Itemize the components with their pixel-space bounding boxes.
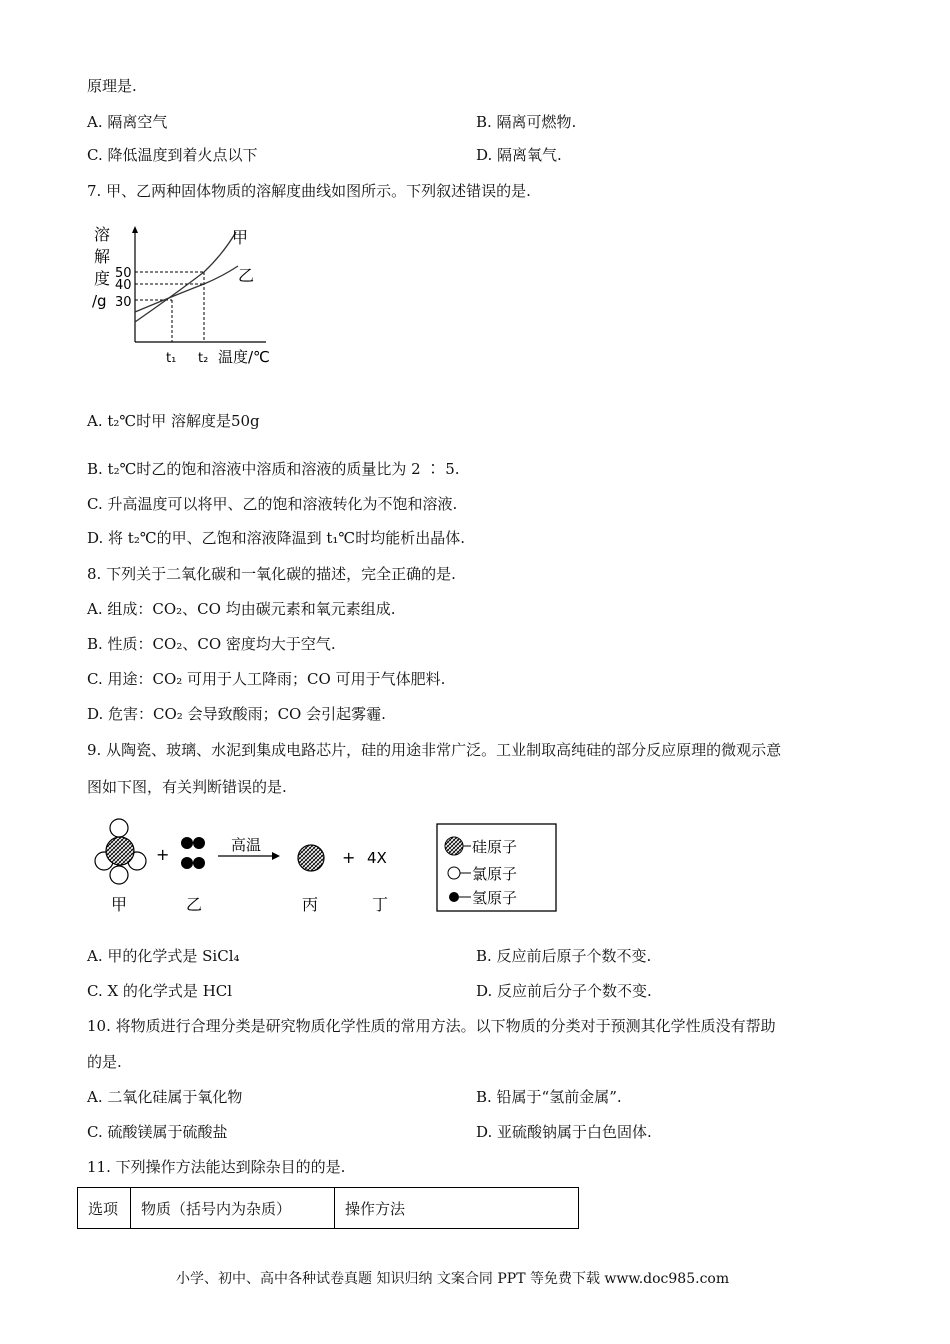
plus-sign-1: + xyxy=(156,845,170,864)
series-label-jia: 甲 xyxy=(232,228,249,247)
series-label-yi: 乙 xyxy=(238,266,255,285)
legend-h-icon xyxy=(449,892,459,902)
label-jia: 甲 xyxy=(111,895,128,914)
q7-option-a: A. t₂℃时甲 溶解度是50g xyxy=(87,412,260,430)
legend-cl-icon xyxy=(448,867,460,879)
plus-sign-2: + xyxy=(342,848,356,867)
q10-option-d: D. 亚硫酸钠属于白色固体. xyxy=(476,1123,652,1141)
q6-option-b: B. 隔离可燃物. xyxy=(476,113,577,131)
q11-stem: 11. 下列操作方法能达到除杂目的的是. xyxy=(87,1158,346,1176)
legend-h: 氢原子 xyxy=(472,889,518,907)
molecule-yi xyxy=(181,837,205,869)
molecule-bing xyxy=(298,845,324,871)
legend-si: 硅原子 xyxy=(472,838,518,856)
q7-option-c: C. 升高温度可以将甲、乙的饱和溶液转化为不饱和溶液. xyxy=(87,495,458,513)
q6-option-d: D. 隔离氧气. xyxy=(476,146,562,164)
q9-stem-line2: 图如下图，有关判断错误的是. xyxy=(87,778,287,796)
label-bing: 丙 xyxy=(302,895,319,914)
intro-text: 原理是. xyxy=(87,77,137,95)
y-label-2: 解 xyxy=(94,247,111,266)
q10-option-b: B. 铅属于“氢前金属”. xyxy=(476,1088,622,1106)
q11-table xyxy=(77,1187,579,1229)
q10-stem-line1: 10. 将物质进行合理分类是研究物质化学性质的常用方法。以下物质的分类对于预测其化学性质没有帮助 xyxy=(87,1017,776,1035)
label-yi: 乙 xyxy=(186,895,203,914)
q7-stem: 7. 甲、乙两种固体物质的溶解度曲线如图所示。下列叙述错误的是. xyxy=(87,182,531,200)
x-label: 温度/℃ xyxy=(218,348,270,366)
y-tick-40: 40 xyxy=(115,278,132,293)
page-footer: 小学、初中、高中各种试卷真题 知识归纳 文案合同 PPT 等免费下载 www.doc985.com xyxy=(176,1271,730,1287)
curve-yi xyxy=(135,266,238,312)
y-label-1: 溶 xyxy=(94,225,111,244)
x-tick-t2: t₂ xyxy=(198,351,209,366)
product-4x: 4X xyxy=(367,849,387,867)
x-tick-t1: t₁ xyxy=(166,351,177,366)
q6-option-a: A. 隔离空气 xyxy=(87,113,168,131)
q10-stem-line2: 的是. xyxy=(87,1053,122,1071)
table-header-row xyxy=(78,1188,579,1229)
q9-option-b: B. 反应前后原子个数不变. xyxy=(476,947,652,965)
q8-stem: 8. 下列关于二氧化碳和一氧化碳的描述，完全正确的是. xyxy=(87,565,456,583)
q8-option-d: D. 危害：CO₂ 会导致酸雨；CO 会引起雾霾. xyxy=(87,705,386,723)
legend-si-icon xyxy=(445,837,463,855)
y-tick-50: 50 xyxy=(115,266,132,281)
q6-option-c: C. 降低温度到着火点以下 xyxy=(87,146,258,164)
y-label-3: 度 xyxy=(94,269,111,288)
header-option: 选项 xyxy=(78,1188,131,1229)
q9-stem-line1: 9. 从陶瓷、玻璃、水泥到集成电路芯片，硅的用途非常广泛。工业制取高纯硅的部分反应原理的微观示意 xyxy=(87,741,782,759)
q9-option-d: D. 反应前后分子个数不变. xyxy=(476,982,652,1000)
q10-option-c: C. 硫酸镁属于硫酸盐 xyxy=(87,1123,228,1141)
solubility-graph xyxy=(88,222,298,372)
q10-option-a: A. 二氧化硅属于氧化物 xyxy=(87,1088,243,1106)
q7-option-b: B. t₂℃时乙的饱和溶液中溶质和溶液的质量比为 2 ∶ 5. xyxy=(87,460,460,478)
y-label-4: /g xyxy=(92,292,107,310)
q7-option-d: D. 将 t₂℃的甲、乙饱和溶液降温到 t₁℃时均能析出晶体. xyxy=(87,529,465,547)
q9-option-a: A. 甲的化学式是 SiCl₄ xyxy=(87,947,240,965)
reaction-condition: 高温 xyxy=(231,836,262,854)
header-substance: 物质（括号内为杂质） xyxy=(131,1188,335,1229)
molecule-jia xyxy=(95,819,146,884)
header-method: 操作方法 xyxy=(335,1188,579,1229)
q8-option-a: A. 组成：CO₂、CO 均由碳元素和氧元素组成. xyxy=(87,600,396,618)
y-axis-arrow xyxy=(132,226,138,233)
label-ding: 丁 xyxy=(372,895,389,914)
curve-jia xyxy=(135,232,236,322)
reaction-diagram xyxy=(88,818,558,918)
y-tick-30: 30 xyxy=(115,295,132,310)
legend-cl: 氯原子 xyxy=(472,865,518,883)
arrow-head xyxy=(272,852,280,860)
q8-option-c: C. 用途：CO₂ 可用于人工降雨；CO 可用于气体肥料. xyxy=(87,670,446,688)
q9-option-c: C. X 的化学式是 HCl xyxy=(87,982,233,1000)
q8-option-b: B. 性质：CO₂、CO 密度均大于空气. xyxy=(87,635,336,653)
